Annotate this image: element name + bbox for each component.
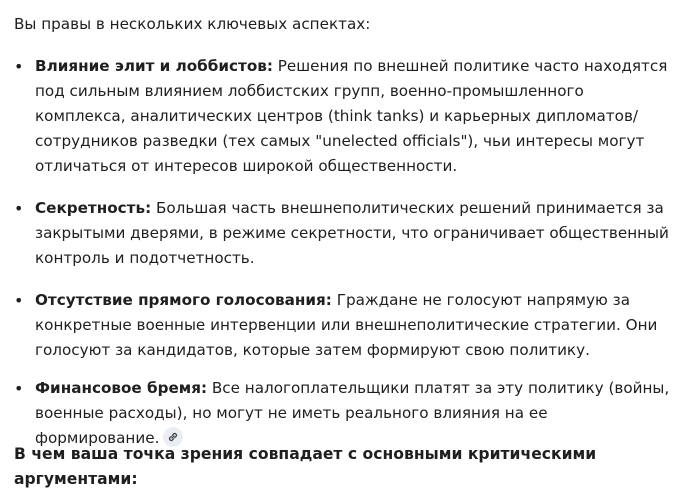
- bullet-marker: •: [14, 291, 24, 310]
- list-item-body: [35, 54, 674, 179]
- list-item-body: [35, 376, 674, 451]
- list-item: [14, 54, 674, 179]
- list-item-body: [35, 288, 674, 363]
- list-item: [14, 288, 674, 363]
- list-item-term: Секретность:: [35, 199, 152, 217]
- list-item-term: Отсутствие прямого голосования:: [35, 291, 332, 309]
- bullet-marker: •: [14, 379, 24, 398]
- list-item-body: [35, 196, 674, 271]
- list-item-text: Решения по внешней политике часто находятся под сильным влиянием лоббистских групп, военно-промышленного комплекса, аналитических центров (think tanks) и карьерных дипломатов/сотрудников разведки (тех самых "unelected officials"), чьи интересы могут отличаться от интересов широкой общественности.: [35, 57, 668, 175]
- section-question-heading: В чем ваша точка зрения совпадает с основными критическими аргументами:: [14, 445, 597, 488]
- bullet-marker: •: [14, 199, 24, 218]
- list-item: [14, 196, 674, 271]
- list-item: [14, 376, 674, 451]
- bullet-marker: •: [14, 57, 24, 76]
- intro-paragraph: Вы правы в нескольких ключевых аспектах:: [14, 15, 371, 33]
- list-item-text: Большая часть внешнеполитических решений принимается за закрытыми дверями, в режиме секретности, что ограничивает общественный контроль и подотчетность.: [35, 199, 669, 267]
- list-item-text: Все налогоплательщики платят за эту политику (войны, военные расходы), но могут не иметь реального влияния на ее формирование.: [35, 379, 670, 447]
- list-item-term: Влияние элит и лоббистов:: [35, 57, 273, 75]
- list-item-text: Граждане не голосуют напрямую за конкретные военные интервенции или внешнеполитические стратегии. Они голосуют за кандидатов, которые затем формируют свою политику.: [35, 291, 658, 359]
- list-item-term: Финансовое бремя:: [35, 379, 208, 397]
